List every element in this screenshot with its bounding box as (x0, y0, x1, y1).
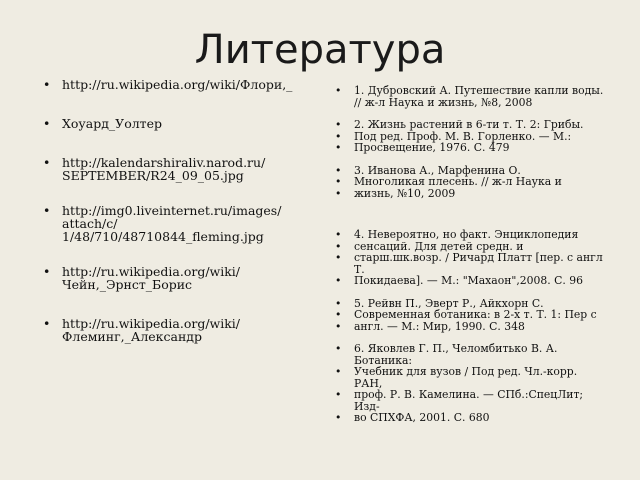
references-list (332, 85, 604, 424)
page-title: Литература (194, 27, 446, 73)
list-item: • сенсаций. Для детей средн. и (332, 241, 604, 253)
list-item: • Учебник для вузов / Под ред. Чл.-корр. РАН, (332, 366, 604, 389)
list-item: • 4. Невероятно, но факт. Энциклопедия (332, 229, 604, 241)
list-item: • 3. Иванова А., Марфенина О. (332, 165, 604, 177)
list-item: • Хоуард_Уолтер (40, 117, 300, 130)
list-item: • Под ред. Проф. М. В. Горленко. — М.: (332, 131, 604, 143)
list-item: • Просвещение, 1976. С. 479 (332, 142, 604, 154)
list-item: • http://kalendarshiraliv.narod.ru/ SEPTEMBER/R24_09_05.jpg (40, 156, 300, 182)
list-item: • 1. Дубровский А. Путешествие капли воды. // ж-л Наука и жизнь, №8, 2008 (332, 85, 604, 108)
links-list (40, 78, 300, 369)
list-item: • 5. Рейвн П., Эверт Р., Айкхорн С. (332, 298, 604, 310)
list-item: • http://ru.wikipedia.org/wiki/ Флеминг,_Александр (40, 317, 300, 343)
list-item: • англ. — М.: Мир, 1990. С. 348 (332, 321, 604, 333)
list-item: • проф. Р. В. Камелина. — СПб.:СпецЛит; Изд- (332, 389, 604, 412)
list-item: • во СПХФА, 2001. С. 680 (332, 412, 604, 424)
list-item: • 2. Жизнь растений в 6-ти т. Т. 2: Грибы. (332, 119, 604, 131)
list-item: • http://ru.wikipedia.org/wiki/ Чейн,_Эрнст_Борис (40, 265, 300, 291)
list-item: • http://ru.wikipedia.org/wiki/Флори,_ (40, 78, 300, 91)
list-item: • Современная ботаника: в 2-х т. Т. 1: Пер с (332, 309, 604, 321)
list-item: • Многоликая плесень. // ж-л Наука и (332, 176, 604, 188)
list-item: • жизнь, №10, 2009 (332, 188, 604, 200)
list-item: • Покидаева]. — М.: "Махаон",2008. С. 96 (332, 275, 604, 287)
list-item: • старш.шк.возр. / Ричард Платт [пер. с англ Т. (332, 252, 604, 275)
list-item: • 6. Яковлев Г. П., Челомбитько В. А. Ботаника: (332, 343, 604, 366)
list-item: • http://img0.liveinternet.ru/images/ attach/c/ 1/48/710/48710844_fleming.jpg (40, 204, 300, 243)
